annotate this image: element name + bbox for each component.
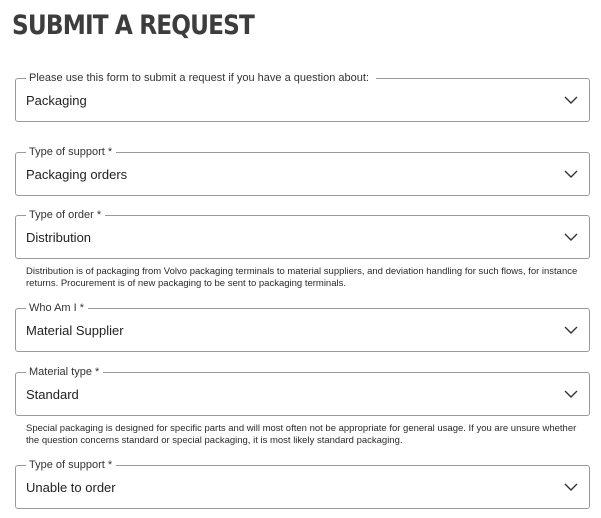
- topic-label: Please use this form to submit a request if you have a question about:: [26, 72, 376, 85]
- type-of-support-value: Packaging orders: [26, 167, 128, 182]
- topic-value: Packaging: [26, 93, 87, 108]
- material-type-select[interactable]: [15, 366, 590, 416]
- who-am-i-label: Who Am I *: [26, 302, 88, 315]
- type-of-support-detail-label: Type of support *: [26, 459, 116, 472]
- chevron-down-icon: [564, 325, 578, 335]
- chevron-down-icon: [564, 169, 578, 179]
- type-of-support-select[interactable]: [15, 146, 590, 196]
- material-type-value: Standard: [26, 387, 79, 402]
- material-type-help: Special packaging is designed for specific parts and will most often not be appropriate for general usage. If you are unsure whether the question concerns standard or special packaging, it is most likely standard packaging.: [26, 423, 577, 446]
- who-am-i-select[interactable]: [15, 302, 590, 352]
- type-of-support-label: Type of support *: [26, 146, 116, 159]
- type-of-order-select[interactable]: [15, 209, 590, 259]
- type-of-order-help: Distribution is of packaging from Volvo packaging terminals to material suppliers, and deviation handling for such flows, for instance returns. Procurement is of new packaging to be sent to packaging terminals.: [26, 266, 578, 289]
- type-of-support-detail-select[interactable]: [15, 459, 590, 509]
- type-of-order-value: Distribution: [26, 230, 92, 245]
- chevron-down-icon: [564, 482, 578, 492]
- chevron-down-icon: [564, 389, 578, 399]
- chevron-down-icon: [564, 232, 578, 242]
- chevron-down-icon: [564, 95, 578, 105]
- type-of-order-label: Type of order *: [26, 209, 105, 222]
- who-am-i-value: Material Supplier: [26, 323, 124, 338]
- topic-select[interactable]: [15, 72, 590, 122]
- page-title: SUBMIT A REQUEST: [12, 10, 255, 41]
- material-type-label: Material type *: [26, 366, 103, 379]
- type-of-support-detail-value: Unable to order: [26, 480, 116, 495]
